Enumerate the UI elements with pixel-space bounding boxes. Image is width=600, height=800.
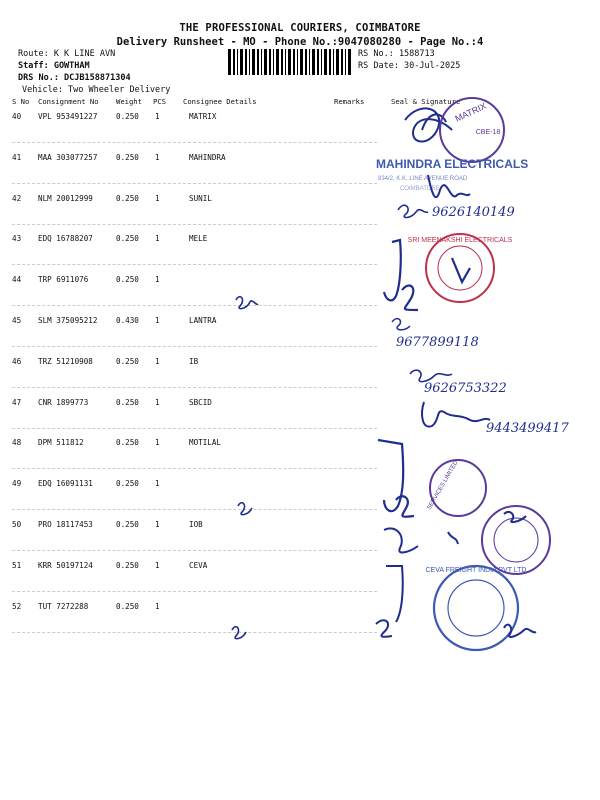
row-pcs: 1 [155, 479, 160, 489]
row-pcs: 1 [155, 316, 160, 325]
col-sno: S No [12, 97, 30, 106]
row-weight: 0.250 [116, 112, 139, 121]
row-weight: 0.250 [116, 234, 139, 244]
row-weight: 0.250 [116, 479, 139, 489]
row-consignment-number: NLM 20012999 [38, 193, 93, 203]
row-consignment-number: EDQ 16788207 [38, 234, 93, 244]
row-consignment-number: TUT 7272288 [38, 601, 89, 611]
row52-initials [232, 627, 246, 639]
motilal-signature [378, 440, 414, 517]
row44-initials [236, 297, 258, 309]
row-pcs: 1 [155, 397, 160, 407]
row-weight: 0.430 [116, 316, 139, 325]
row-sno: 50 [12, 520, 22, 529]
row-pcs: 1 [155, 601, 160, 611]
rs-number: RS No.: 1588713 [358, 49, 435, 59]
row-consignee: MATRIX [189, 112, 217, 121]
iob-signature [384, 512, 526, 553]
sunil-phone: 9626140149 [432, 205, 515, 220]
row-consignment-number: CNR 1899773 [38, 397, 89, 407]
svg-text:834/2, K.K. LINE AVENUE ROAD: 834/2, K.K. LINE AVENUE ROAD [378, 176, 468, 182]
ib-phone: 9626753322 [424, 381, 507, 396]
vehicle-label: Vehicle: Two Wheeler Delivery [22, 85, 171, 95]
row-consignment-number: EDQ 16091131 [38, 479, 93, 489]
row-sno: 48 [12, 438, 22, 448]
row-pcs: 1 [155, 520, 160, 529]
svg-text:MAHINDRA ELECTRICALS: MAHINDRA ELECTRICALS [376, 157, 529, 171]
row-weight: 0.250 [116, 152, 139, 162]
row-pcs: 1 [155, 112, 160, 121]
row-consignment-number: TRZ 51210908 [38, 356, 93, 366]
row-sno: 42 [12, 193, 22, 203]
row-weight: 0.250 [116, 397, 139, 407]
row-consignee: MOTILAL [189, 438, 222, 448]
row-sno: 44 [12, 275, 22, 285]
svg-text:MATRIX: MATRIX [453, 100, 488, 124]
row-consignment-number: SLM 375095212 [38, 316, 98, 325]
svg-text:COIMBATORE: COIMBATORE [400, 186, 440, 192]
row-consignment-number: MAA 303077257 [38, 152, 98, 162]
lantra-phone: 9677899118 [396, 335, 479, 350]
row-consignee: IB [189, 356, 199, 366]
row-weight: 0.250 [116, 601, 139, 611]
svg-text:SERVICES LIMITED: SERVICES LIMITED [426, 459, 460, 511]
mahindra-stamp [376, 157, 528, 192]
row-consignee: IOB [189, 520, 203, 529]
matrix-stamp [440, 98, 504, 162]
row-weight: 0.250 [116, 560, 139, 570]
row-pcs: 1 [155, 152, 160, 162]
row-consignee: MAHINDRA [189, 152, 226, 162]
row-pcs: 1 [155, 234, 160, 244]
row49-initials [238, 503, 252, 515]
row-sno: 41 [12, 152, 22, 162]
row-sno: 40 [12, 112, 22, 121]
lantra-signature [392, 319, 410, 330]
row-consignment-number: PRO 18117453 [38, 520, 93, 529]
row-consignee: CEVA [189, 560, 208, 570]
row-sno: 51 [12, 560, 22, 570]
row-pcs: 1 [155, 560, 160, 570]
rs-date: RS Date: 30-Jul-2025 [358, 61, 461, 71]
row-consignment-number: TRP 6911076 [38, 275, 89, 285]
row-consignment-number: VPL 953491227 [38, 112, 98, 121]
col-remarks: Remarks [334, 97, 365, 106]
svg-text:CBE-18: CBE-18 [475, 129, 501, 136]
svg-text:SRI MEENAKSHI ELECTRICALS: SRI MEENAKSHI ELECTRICALS [407, 237, 513, 244]
col-consignee: Consignee Details [183, 97, 257, 106]
row-consignee: SUNIL [189, 193, 212, 203]
motilal-stamp [427, 459, 486, 516]
row-sno: 45 [12, 316, 22, 325]
row-consignee: SBCID [189, 397, 212, 407]
route-label: Route: K K LINE AVN [18, 49, 116, 59]
col-pcs: PCS [153, 97, 166, 106]
ib-signature [410, 370, 452, 381]
row-sno: 52 [12, 601, 22, 611]
row-weight: 0.250 [116, 438, 139, 448]
svg-text:CEVA FREIGHT INDIA PVT LTD: CEVA FREIGHT INDIA PVT LTD [425, 567, 527, 574]
row-weight: 0.250 [116, 193, 139, 203]
col-weight: Weight [116, 97, 142, 106]
row-sno: 43 [12, 234, 22, 244]
staff-label: Staff: GOWTHAM [18, 61, 90, 71]
row-sno: 47 [12, 397, 22, 407]
sunil-signature [398, 205, 428, 217]
row-pcs: 1 [155, 356, 160, 366]
company-title: THE PROFESSIONAL COURIERS, COIMBATORE [179, 22, 421, 34]
iob-stamp [482, 506, 550, 574]
row-sno: 49 [12, 479, 22, 489]
row-weight: 0.250 [116, 275, 139, 285]
col-consignment: Consignment No [38, 97, 99, 106]
row-sno: 46 [12, 356, 22, 366]
row-consignee: MELE [189, 234, 208, 244]
row-consignee: LANTRA [189, 316, 217, 325]
row-pcs: 1 [155, 275, 160, 285]
row-weight: 0.250 [116, 520, 139, 529]
row-consignment-number: KRR 50197124 [38, 560, 93, 570]
runsheet-subtitle: Delivery Runsheet - MO - Phone No.:9047080280 - Page No.:4 [116, 36, 484, 48]
ceva-signature [376, 566, 536, 637]
row-consignment-number: DPM 511812 [38, 438, 84, 448]
sbcid-signature [422, 402, 490, 427]
sbcid-phone: 9443499417 [486, 421, 569, 436]
row-pcs: 1 [155, 193, 160, 203]
row-pcs: 1 [155, 438, 160, 448]
col-seal-signature: Seal & Signature [391, 97, 461, 106]
sri-meenakshi-stamp [408, 234, 513, 302]
drs-number: DRS No.: DCJB158871304 [18, 73, 131, 83]
row-weight: 0.250 [116, 356, 139, 366]
